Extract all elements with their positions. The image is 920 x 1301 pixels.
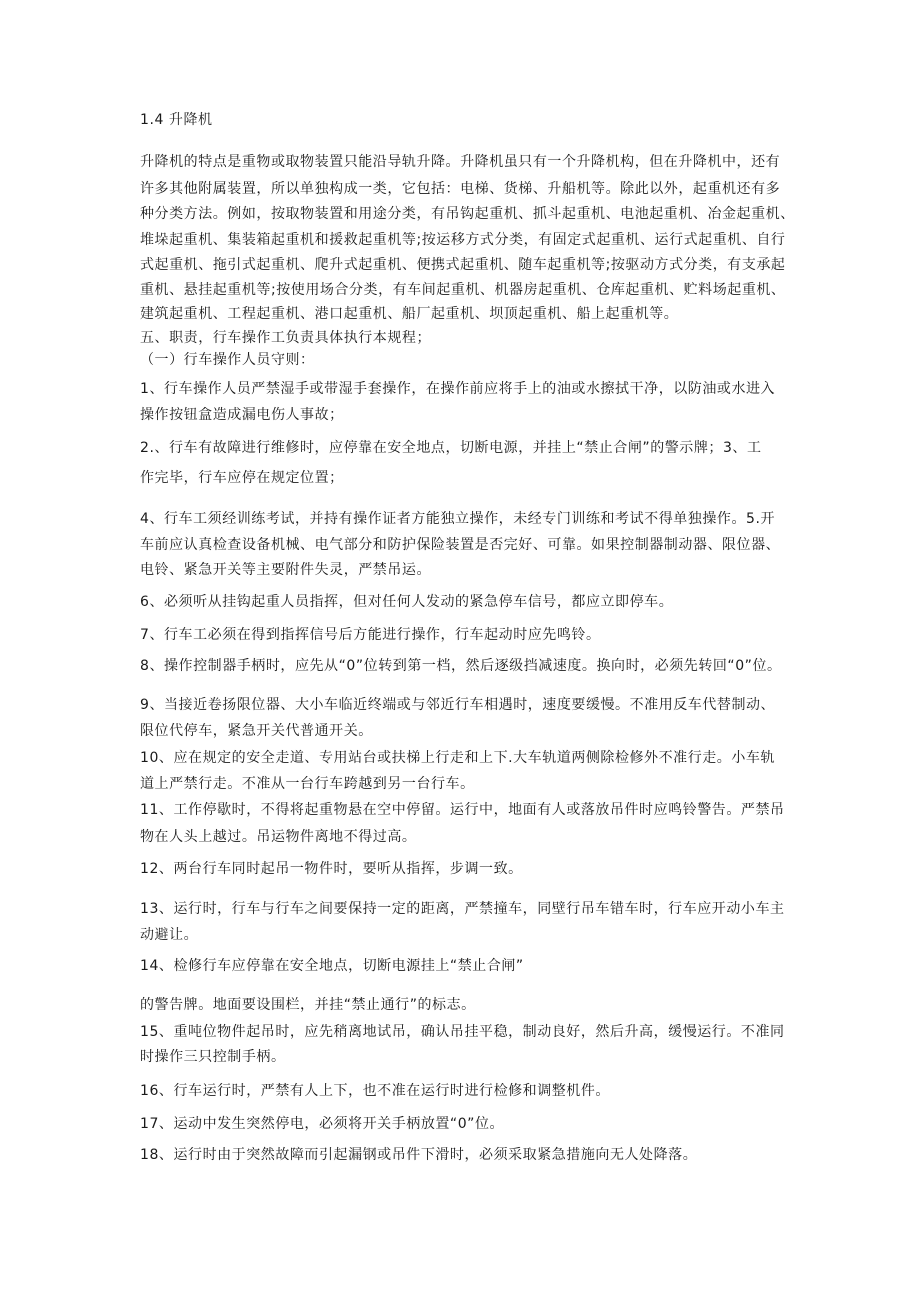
- rule-item-line: 4、行车工须经训练考试，并持有操作证者方能独立操作，未经专门训练和考试不得单独操作。5.开: [140, 511, 776, 527]
- rule-item-line: 13、运行时，行车与行车之间要保持一定的距离，严禁撞车，同壁行吊车错车时，行车应开动小车主: [140, 901, 785, 917]
- rule-item-line: 的警告牌。地面要设围栏，并挂“禁止通行”的标志。: [140, 997, 476, 1013]
- section-title: 五、职责，行车操作工负责具体执行本规程；: [140, 330, 431, 346]
- paragraph-line: 式起重机、拖引式起重机、爬升式起重机、便携式起重机、随车起重机等;按驱动方式分类，有支承起: [140, 257, 786, 273]
- rule-item-line: 10、应在规定的安全走道、专用站台或扶梯上行走和上下.大车轨道两侧除检修外不准行走。小车轨: [140, 750, 776, 766]
- rule-item-line: 限位代停车，紧急开关代普通开关。: [140, 723, 373, 739]
- rule-item-line: 操作按钮盒造成漏电伤人事故；: [140, 407, 344, 423]
- rule-item-line: 1、行车操作人员严禁湿手或带湿手套操作，在操作前应将手上的油或水擦拭干净，以防油或水进入: [140, 381, 776, 397]
- paragraph-line: 重机、悬挂起重机等;按使用场合分类，有车间起重机、机器房起重机、仓库起重机、贮料场起重机、: [140, 282, 786, 298]
- rule-item-line: 7、行车工必须在得到指挥信号后方能进行操作，行车起动时应先鸣铃。: [140, 627, 601, 643]
- section-heading: 1.4 升降机: [140, 112, 213, 128]
- rule-item-line: 电铃、紧急开关等主要附件失灵，严禁吊运。: [140, 562, 431, 578]
- rule-item-line: 15、重吨位物件起吊时，应先稍离地试吊，确认吊挂平稳，制动良好，然后升高，缓慢运行。不准同: [140, 1024, 785, 1040]
- rule-item-line: 8、操作控制器手柄时，应先从“0”位转到第一档，然后逐级挡减速度。换向时，必须先转回“0”位。: [140, 658, 782, 674]
- rule-item-line: 6、必须听从挂钩起重人员指挥，但对任何人发动的紧急停车信号，都应立即停车。: [140, 594, 674, 610]
- rule-item-line: 时操作三只控制手柄。: [140, 1049, 286, 1065]
- rule-item-line: 动避让。: [140, 927, 199, 943]
- rule-item-line: 9、当接近卷扬限位器、大小车临近终端或与邻近行车相遇时，速度要缓慢。不准用反车代替制动、: [140, 697, 776, 713]
- rule-item-line: 道上严禁行走。不准从一台行车跨越到另一台行车。: [140, 776, 475, 792]
- rule-item-line: 物在人头上越过。吊运物件离地不得过高。: [140, 829, 417, 845]
- paragraph-line: 堆垛起重机、集装箱起重机和援救起重机等;按运移方式分类，有固定式起重机、运行式起重机、自行: [140, 232, 786, 248]
- rule-item-line: 18、运行时由于突然故障而引起漏钢或吊件下滑时，必须采取紧急措施向无人处降落。: [140, 1147, 698, 1163]
- rule-item-line: 12、两台行车同时起吊一物件时，要听从指挥，步调一致。: [140, 861, 523, 877]
- rule-item-line: 17、运动中发生突然停电，必须将开关手柄放置“0”位。: [140, 1116, 505, 1132]
- rule-item-line: 14、检修行车应停靠在安全地点，切断电源挂上“禁止合闸”: [140, 958, 524, 974]
- paragraph-line: 建筑起重机、工程起重机、港口起重机、船厂起重机、坝顶起重机、船上起重机等。: [140, 306, 679, 322]
- subsection-title: （一）行车操作人员守则：: [140, 352, 315, 368]
- rule-item-line: 16、行车运行时，严禁有人上下，也不准在运行时进行检修和调整机件。: [140, 1083, 610, 1099]
- paragraph-line: 许多其他附属装置，所以单独构成一类，它包括：电梯、货梯、升船机等。除此以外，起重机还有多: [140, 181, 781, 197]
- paragraph-line: 种分类方法。例如，按取物装置和用途分类，有吊钩起重机、抓斗起重机、电池起重机、冶金起重机、: [140, 206, 795, 222]
- rule-item-line: 作完毕，行车应停在规定位置；: [140, 470, 344, 486]
- rule-item-line: 2.、行车有故障进行维修时，应停靠在安全地点，切断电源，并挂上“禁止合闸”的警示牌；3、工: [140, 440, 762, 456]
- rule-item-line: 11、工作停歇时，不得将起重物悬在空中停留。运行中，地面有人或落放吊件时应鸣铃警告。严禁吊: [140, 802, 785, 818]
- paragraph-line: 升降机的特点是重物或取物装置只能沿导轨升降。升降机虽只有一个升降机构，但在升降机中，还有: [140, 154, 781, 170]
- rule-item-line: 车前应认真检查设备机械、电气部分和防护保险装置是否完好、可靠。如果控制器制动器、限位器、: [140, 537, 781, 553]
